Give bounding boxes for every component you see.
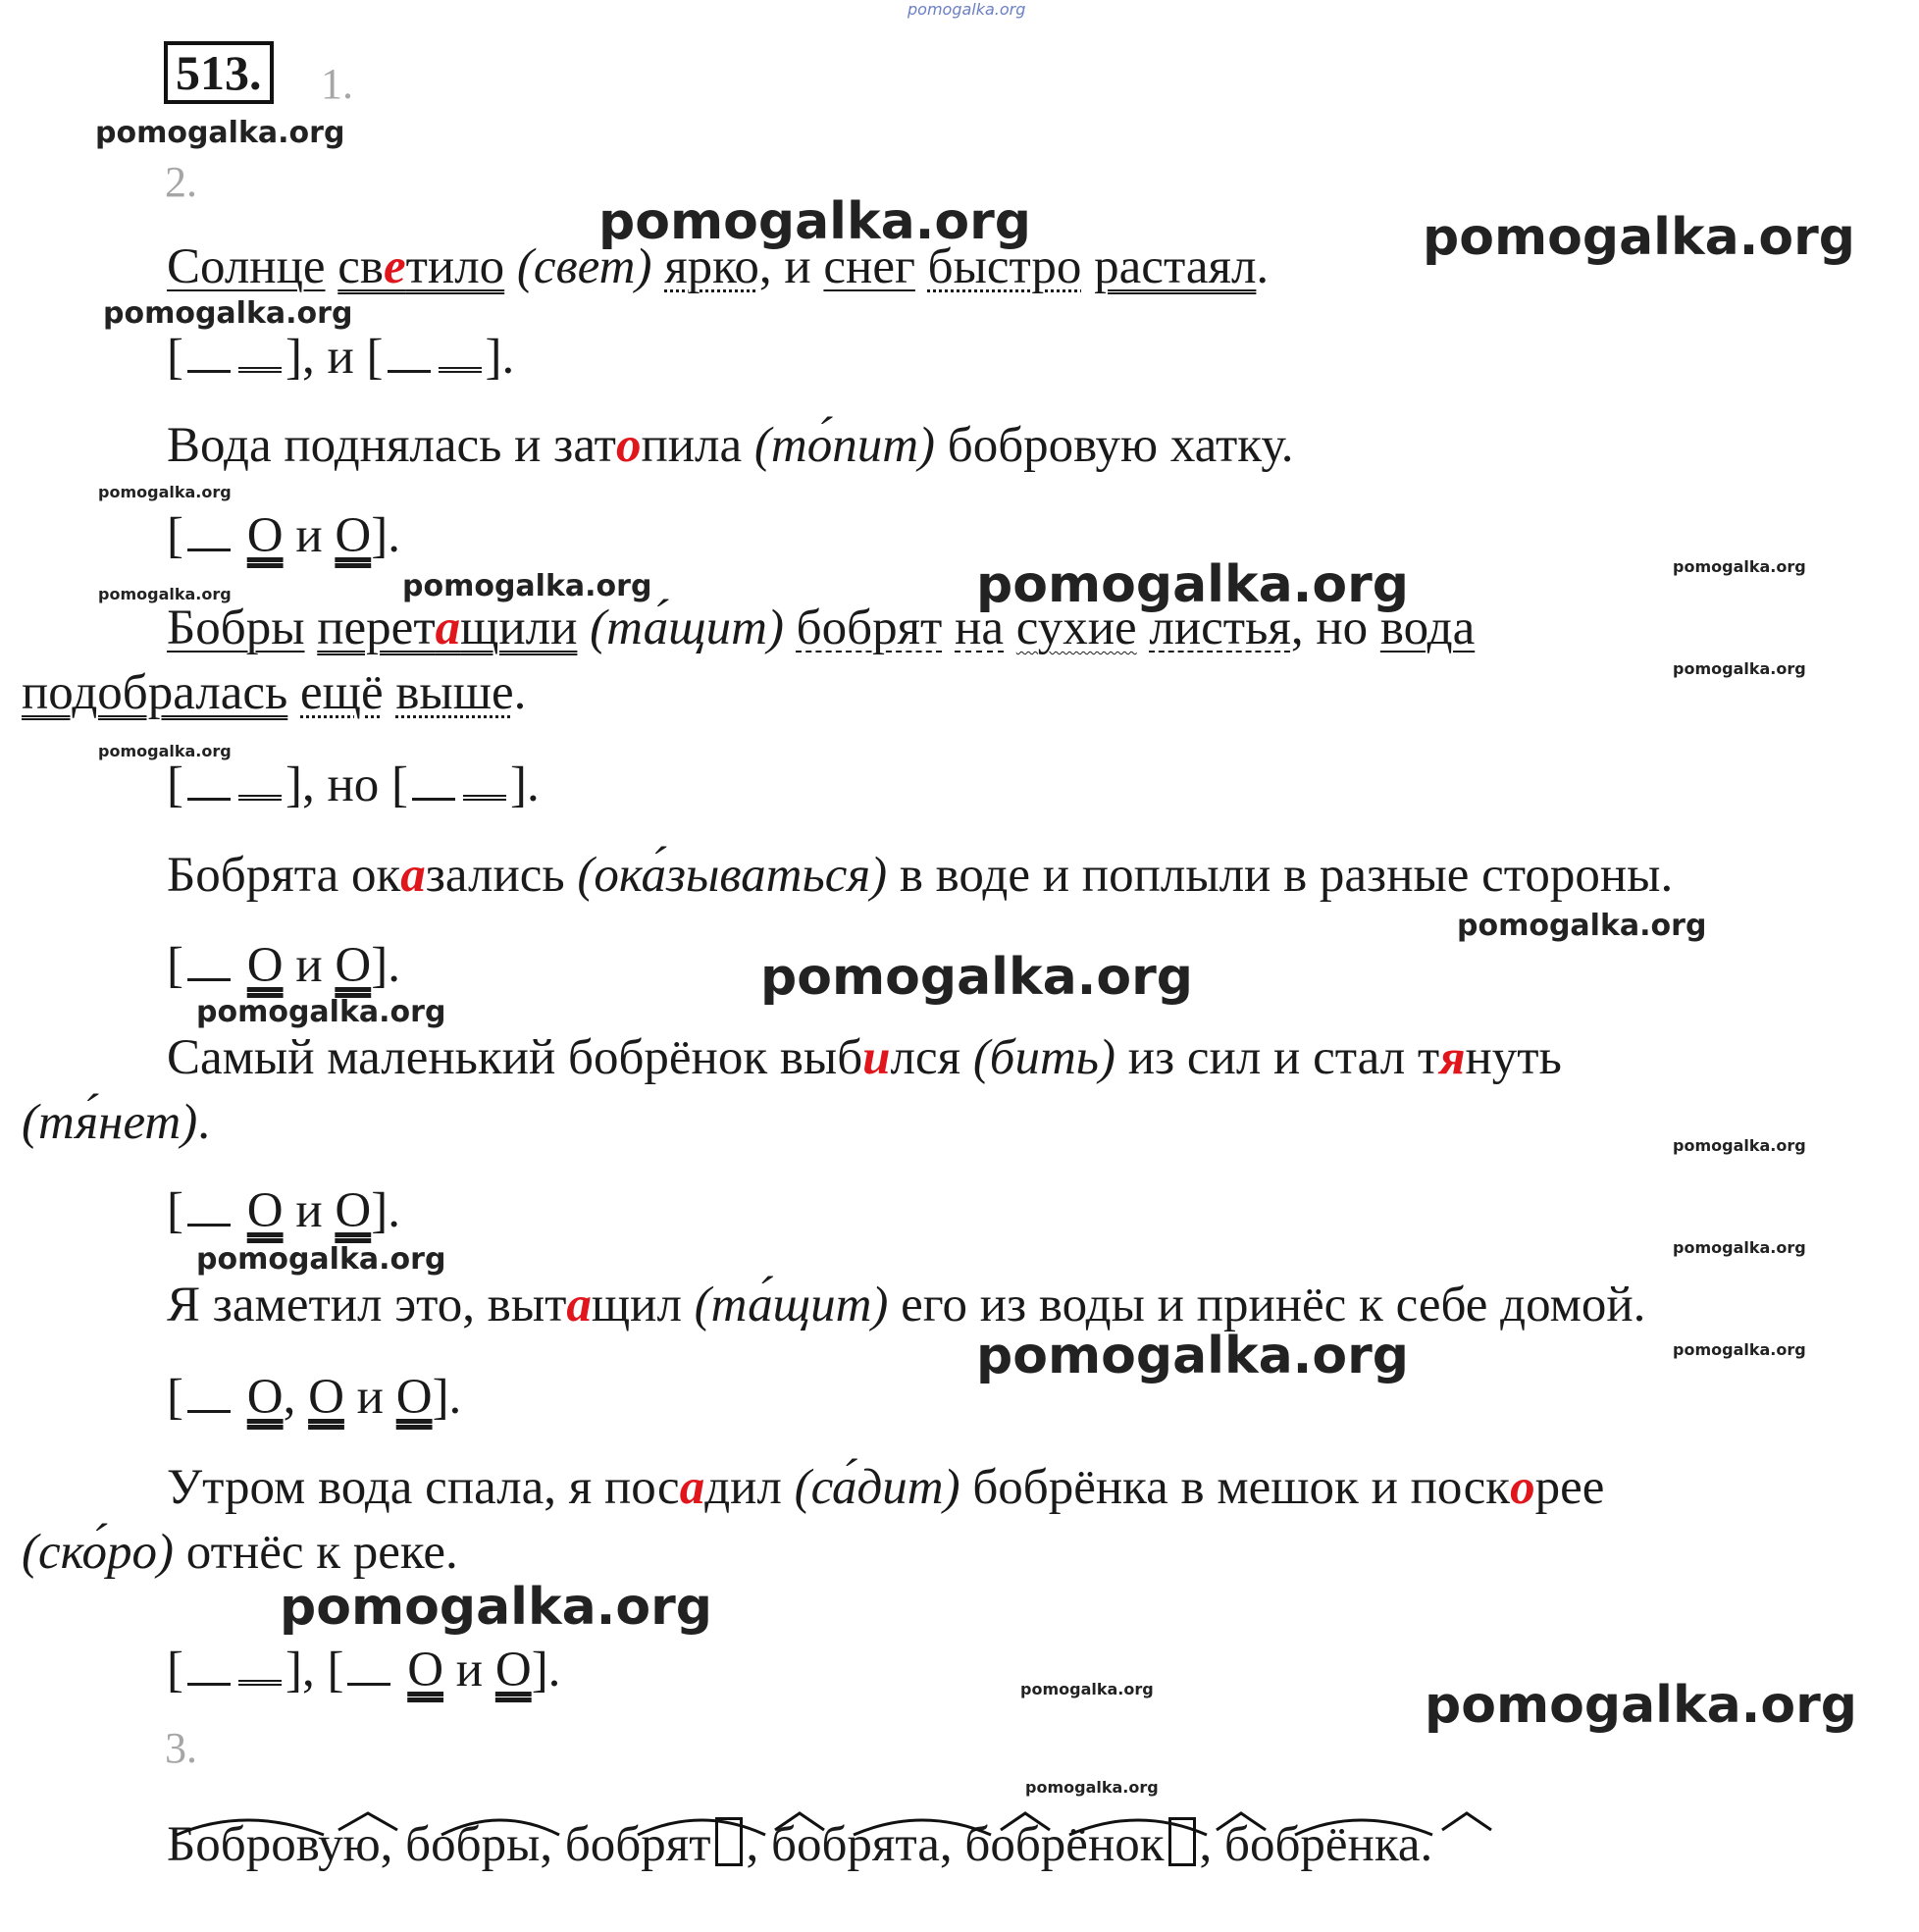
morph-word-1: Бобровую [167,1817,381,1872]
schema-7 [167,1641,560,1699]
highlighted-vowel: а [400,848,426,903]
subject-word: Бобры [167,600,305,655]
separator: . [1420,1817,1433,1872]
watermark: pomogalka.org [760,948,1194,1007]
item-2-number: 2. [165,158,197,206]
schema-separator: ], [ [285,1643,344,1697]
schema-5 [167,1181,400,1240]
watermark: pomogalka.org [98,585,232,603]
separator: , [1199,1817,1225,1872]
predicate-symbol: О [335,938,372,993]
attribute-word: сухие [1015,600,1137,655]
adverb-word: быстро [927,239,1082,294]
sentence-5-line-2 [22,1093,210,1152]
check-word: (тя́нет) [22,1095,198,1150]
highlighted-vowel: а [435,600,461,655]
highlighted-vowel: а [679,1460,705,1515]
predicate-symbol: О [407,1643,444,1697]
predicate-line [238,334,282,373]
check-word: (ско́ро) [22,1525,175,1580]
root-arc [854,1820,991,1835]
root-arc [177,1820,324,1835]
predicate-symbol: О [246,1183,284,1238]
text: рее [1534,1460,1605,1515]
predicate-line [238,761,282,801]
adverb-word: ещё [300,665,384,720]
conjunction: и [283,1183,336,1238]
bracket: [ [167,938,183,993]
comma: , [283,1370,309,1425]
morph-word-4: бобрята [771,1817,940,1872]
predicate-word: растаял [1094,239,1257,294]
predicate-part: св [337,239,384,294]
item-1-number: 1. [321,60,353,108]
schema-6 [167,1368,461,1427]
separator: , [939,1817,965,1872]
text: бобровую хатку. [935,418,1294,473]
watermark: pomogalka.org [196,995,446,1029]
bracket: [ [167,757,183,812]
sentence-5-line-1 [167,1028,1562,1087]
subject-line [347,1647,390,1686]
subject-line [187,1188,231,1227]
text: лся [890,1030,973,1085]
watermark: pomogalka.org [280,1578,713,1637]
subject-line [187,513,231,551]
subject-line [187,335,231,373]
check-word: (та́щит) [590,600,784,655]
bracket: [ [167,508,183,563]
watermark: pomogalka.org [98,742,232,760]
watermark: pomogalka.org [1673,1340,1806,1359]
adverb-word: выше [395,665,514,720]
highlighted-vowel: е [384,239,406,294]
subject-line [187,943,231,981]
root-arc [638,1820,765,1835]
text: Самый маленький бобрёнок выб [167,1030,863,1085]
watermark: pomogalka.org [402,569,652,603]
morph-word-6: бобрёнка [1224,1817,1421,1872]
sentence-4 [167,846,1673,905]
morpheme-arcs [157,1786,1629,1864]
root-arc [441,1820,559,1835]
text: из сил и стал т [1115,1030,1440,1085]
predicate-line [238,1646,282,1686]
schema-2 [167,506,400,565]
predicate-line [439,334,482,373]
separator: , [540,1817,565,1872]
check-word: (са́дит) [794,1460,960,1515]
conjunction: и [283,938,336,993]
schema-separator: ], но [ [285,757,408,812]
predicate-symbol: О [335,1183,372,1238]
suffix-mark [1217,1813,1266,1830]
suffix-mark [338,1813,397,1830]
text: Бобрята ок [167,848,401,903]
highlighted-vowel: о [615,418,642,473]
conjunction: , и [758,239,824,294]
watermark: pomogalka.org [1020,1680,1154,1698]
predicate-symbol: О [246,508,284,563]
sentence-7-line-2 [22,1523,458,1582]
suffix-mark [1442,1813,1491,1830]
predicate-symbol: О [246,1370,284,1425]
object-word: на [955,600,1005,655]
check-word: (то́пит) [753,418,936,473]
bracket: ]. [371,938,400,993]
suffix-mark [775,1813,824,1830]
object-word: бобрят [796,600,943,655]
watermark: pomogalka.org [1673,1136,1806,1155]
watermark: pomogalka.org [98,483,232,501]
predicate-word: подобралась [22,665,288,720]
period: . [1256,239,1270,294]
item-3-number: 3. [165,1724,197,1772]
schema-1 [167,328,514,387]
text: отнёс к реке. [174,1525,458,1580]
period: . [197,1095,210,1150]
top-watermark: pomogalka.org [908,0,1026,19]
object-word: листья [1149,600,1291,655]
suffix-mark [1001,1813,1050,1830]
watermark: pomogalka.org [1425,1676,1858,1735]
morph-word-3: бобрят [564,1817,711,1872]
text: его из воды и принёс к себе домой. [888,1278,1646,1332]
separator: , [746,1817,771,1872]
bracket: [ [167,1370,183,1425]
bracket: ]. [510,757,540,812]
schema-separator: ], и [ [285,330,384,385]
text: Утром вода спала, я пос [167,1460,680,1515]
bracket: ]. [432,1370,462,1425]
root-arc [1069,1820,1207,1835]
text: бобрёнка в мешок и поск [960,1460,1511,1515]
bracket: ]. [371,1183,400,1238]
watermark: pomogalka.org [598,192,1032,251]
subject-word: вода [1379,600,1476,655]
bracket: [ [167,1183,183,1238]
check-word: (та́щит) [694,1278,889,1332]
subject-word: Солнце [167,239,326,294]
text: дил [704,1460,795,1515]
task-number: 513. [164,41,274,104]
check-word: (ока́зываться) [577,848,888,903]
conjunction: и [343,1370,396,1425]
bracket: [ [167,1643,183,1697]
subject-line [187,1375,231,1413]
predicate-symbol: О [335,508,372,563]
watermark: pomogalka.org [1025,1778,1159,1797]
predicate-symbol: О [494,1643,532,1697]
conjunction: и [443,1643,495,1697]
predicate-line [463,761,506,801]
text: в воде и поплыли в разные стороны. [887,848,1674,903]
morph-word-2: бобры [405,1817,541,1872]
predicate-part: тило [405,239,505,294]
watermark: pomogalka.org [1457,909,1707,943]
subject-line [388,335,431,373]
predicate-symbol: О [246,938,284,993]
watermark: pomogalka.org [976,555,1410,614]
schema-3 [167,756,540,814]
predicate-part: перет [317,600,436,655]
subject-line [412,762,455,801]
period: . [513,665,527,720]
predicate-part: щили [460,600,578,655]
watermark: pomogalka.org [103,296,353,331]
sentence-7-line-1 [167,1458,1604,1517]
bracket: ]. [371,508,400,563]
sentence-6 [167,1276,1645,1334]
root-arc [1295,1820,1432,1835]
subject-line [187,1647,231,1686]
watermark: pomogalka.org [1673,557,1806,576]
watermark: pomogalka.org [196,1242,446,1277]
watermark: pomogalka.org [1673,1238,1806,1257]
text: Вода поднялась и зат [167,418,616,473]
task-number-box [164,45,274,100]
predicate-symbol: О [308,1370,344,1425]
text: пила [641,418,754,473]
watermark: pomogalka.org [1673,659,1806,678]
subject-word: снег [823,239,915,294]
highlighted-vowel: о [1510,1460,1535,1515]
bracket: ]. [485,330,515,385]
text: нуть [1465,1030,1562,1085]
watermark: pomogalka.org [1423,208,1856,267]
bracket: [ [167,330,183,385]
watermark: pomogalka.org [976,1327,1410,1385]
conjunction: и [283,508,336,563]
separator: , [380,1817,406,1872]
predicate-symbol: О [395,1370,433,1425]
subject-line [187,762,231,801]
adverb-word: ярко [664,239,759,294]
check-word: (бить) [972,1030,1115,1085]
bracket: ]. [531,1643,561,1697]
sentence-2 [167,416,1293,475]
text: Я заметил это, выт [167,1278,567,1332]
highlighted-vowel: а [566,1278,592,1332]
morph-word-5: бобрёнок [964,1817,1165,1872]
sentence-3-line-2 [22,663,526,722]
schema-4 [167,936,400,995]
text: щил [591,1278,695,1332]
conjunction: , но [1290,600,1380,655]
highlighted-vowel: и [862,1030,891,1085]
check-word: (свет) [516,239,652,294]
watermark: pomogalka.org [95,116,345,150]
highlighted-vowel: я [1439,1030,1466,1085]
text: зались [425,848,578,903]
